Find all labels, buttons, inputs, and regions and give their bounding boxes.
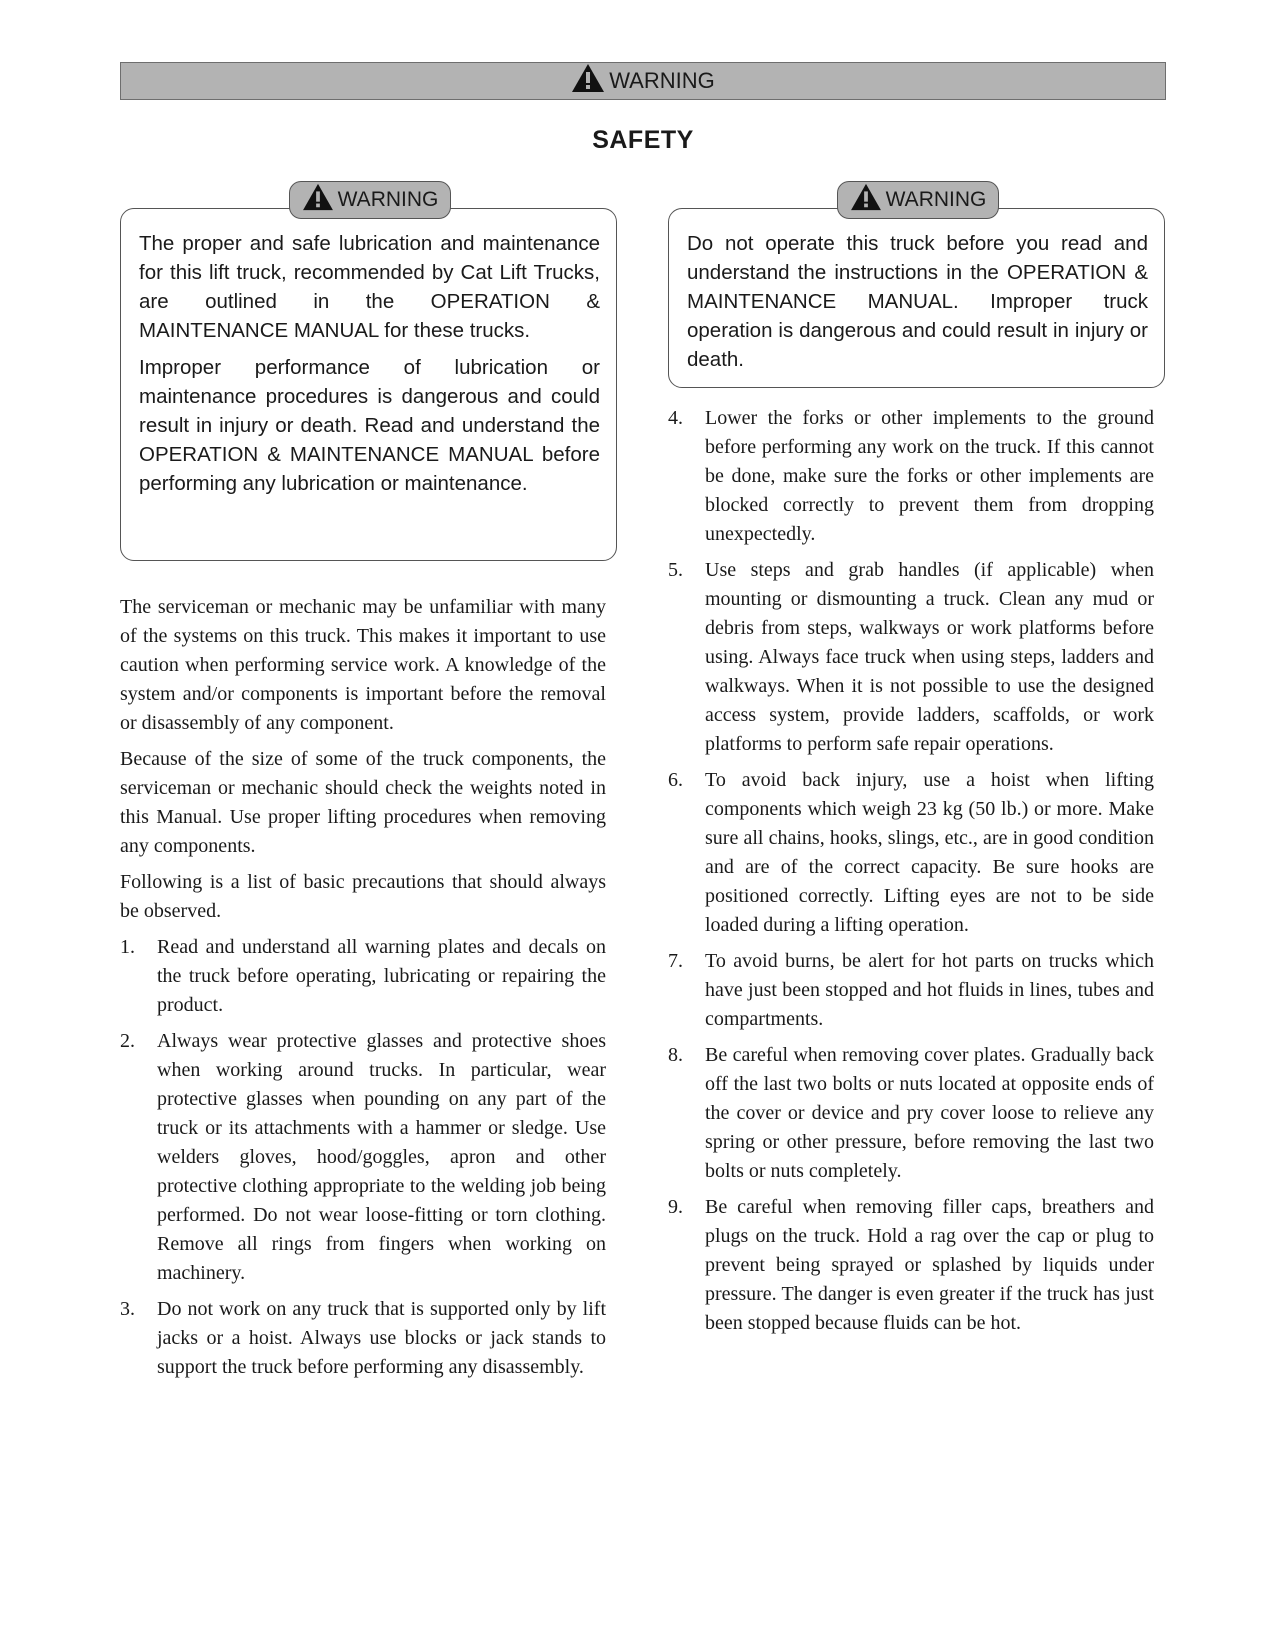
intro-paragraph: The serviceman or mechanic may be unfamiliar with many of the systems on this truck. This makes it important to use caution when performing service work. A knowledge of the system and/or components is important before the removal or disassembly of any component. — [120, 596, 606, 734]
left-warning-tab — [289, 181, 451, 219]
warning-triangle-icon — [571, 63, 605, 99]
list-text: Always wear protective glasses and protective shoes when working around trucks. In particular, wear protective glasses when pounding on any part of the truck or its attachments with a hammer or sledge. Use welders gloves, hood/goggles, apron and other protective clothing appropriate to the welding job being performed. Do not wear loose-fitting or torn clothing. Remove all rings from fingers when working on machinery. — [157, 1030, 606, 1284]
page-title: SAFETY — [592, 126, 694, 154]
list-text: Be careful when removing filler caps, breathers and plugs on the truck. Hold a rag over the cap or plug to prevent being sprayed or splashed by liquids under pressure. The danger is even greater if the truck has just been stopped because fluids can be hot. — [705, 1196, 1154, 1334]
list-number: 4. — [668, 407, 683, 429]
list-number: 2. — [120, 1030, 135, 1052]
left-warning-box — [120, 208, 617, 561]
warning-triangle-icon — [850, 183, 882, 217]
list-number: 5. — [668, 559, 683, 581]
list-text: To avoid back injury, use a hoist when lifting components which weigh 23 kg (50 lb.) or more. Make sure all chains, hooks, slings, etc., are in good condition and are of the correct capacity. Be sure hooks are positioned correctly. Lifting eyes are not to be side loaded during a lifting operation. — [705, 769, 1154, 936]
list-item — [120, 1295, 606, 1382]
list-item — [120, 1027, 606, 1288]
list-text: Be careful when removing cover plates. Gradually back off the last two bolts or nuts located at opposite ends of the cover or device and pry cover loose to relieve any spring or other pressure, before removing the last two bolts or nuts completely. — [705, 1044, 1154, 1182]
right-warning-tab — [837, 181, 999, 219]
list-number: 9. — [668, 1196, 683, 1218]
list-item — [668, 556, 1154, 759]
list-text: To avoid burns, be alert for hot parts on trucks which have just been stopped and hot fluids in lines, tubes and compartments. — [705, 950, 1154, 1030]
list-number: 7. — [668, 950, 683, 972]
list-item — [668, 1193, 1154, 1338]
right-warning-para-1: Do not operate this truck before you read and understand the instructions in the OPERATION & MAINTENANCE MANUAL. Improper truck operation is dangerous and could result in injury or death. — [687, 232, 1148, 371]
left-warning-tab-label: WARNING — [337, 188, 439, 211]
list-item — [668, 404, 1154, 549]
left-warning-para-2: Improper performance of lubrication or maintenance procedures is dangerous and could result in injury or death. Read and understand the OPERATION & MAINTENANCE MANUAL before performing any lubrication or maintenance. — [139, 356, 600, 495]
right-warning-box — [668, 208, 1165, 388]
list-text: Do not work on any truck that is supported only by lift jacks or a hoist. Always use blocks or jack stands to support the truck before performing any disassembly. — [157, 1298, 606, 1378]
list-item — [668, 766, 1154, 940]
list-item — [120, 933, 606, 1020]
list-text: Read and understand all warning plates and decals on the truck before operating, lubricating or repairing the product. — [157, 936, 606, 1016]
list-text: Lower the forks or other implements to the ground before performing any work on the truck. If this cannot be done, make sure the forks or other implements are blocked correctly to prevent them from dropping unexpectedly. — [705, 407, 1154, 545]
intro-paragraph: Following is a list of basic precautions that should always be observed. — [120, 871, 606, 922]
list-text: Use steps and grab handles (if applicable) when mounting or dismounting a truck. Clean any mud or debris from steps, walkways or work platforms before using. Always face truck when using steps, ladders and walkways. When it is not possible to use the designed access system, provide ladders, scaffolds, or work platforms to perform safe repair operations. — [705, 559, 1154, 755]
list-number: 8. — [668, 1044, 683, 1066]
right-column — [668, 404, 1154, 1345]
left-column — [120, 593, 606, 1389]
list-number: 3. — [120, 1298, 135, 1320]
list-item — [668, 947, 1154, 1034]
warning-triangle-icon — [302, 183, 334, 217]
right-warning-tab-label: WARNING — [885, 188, 987, 211]
left-warning-para-1: The proper and safe lubrication and maintenance for this lift truck, recommended by Cat Lift Trucks, are outlined in the OPERATION & MAINTENANCE MANUAL for these trucks. — [139, 232, 600, 342]
list-item — [668, 1041, 1154, 1186]
list-number: 6. — [668, 769, 683, 791]
intro-paragraph: Because of the size of some of the truck components, the serviceman or mechanic should check the weights noted in this Manual. Use proper lifting procedures when removing any components. — [120, 748, 606, 857]
top-banner-label: WARNING — [609, 68, 715, 93]
top-warning-banner — [120, 62, 1166, 100]
list-number: 1. — [120, 936, 135, 958]
